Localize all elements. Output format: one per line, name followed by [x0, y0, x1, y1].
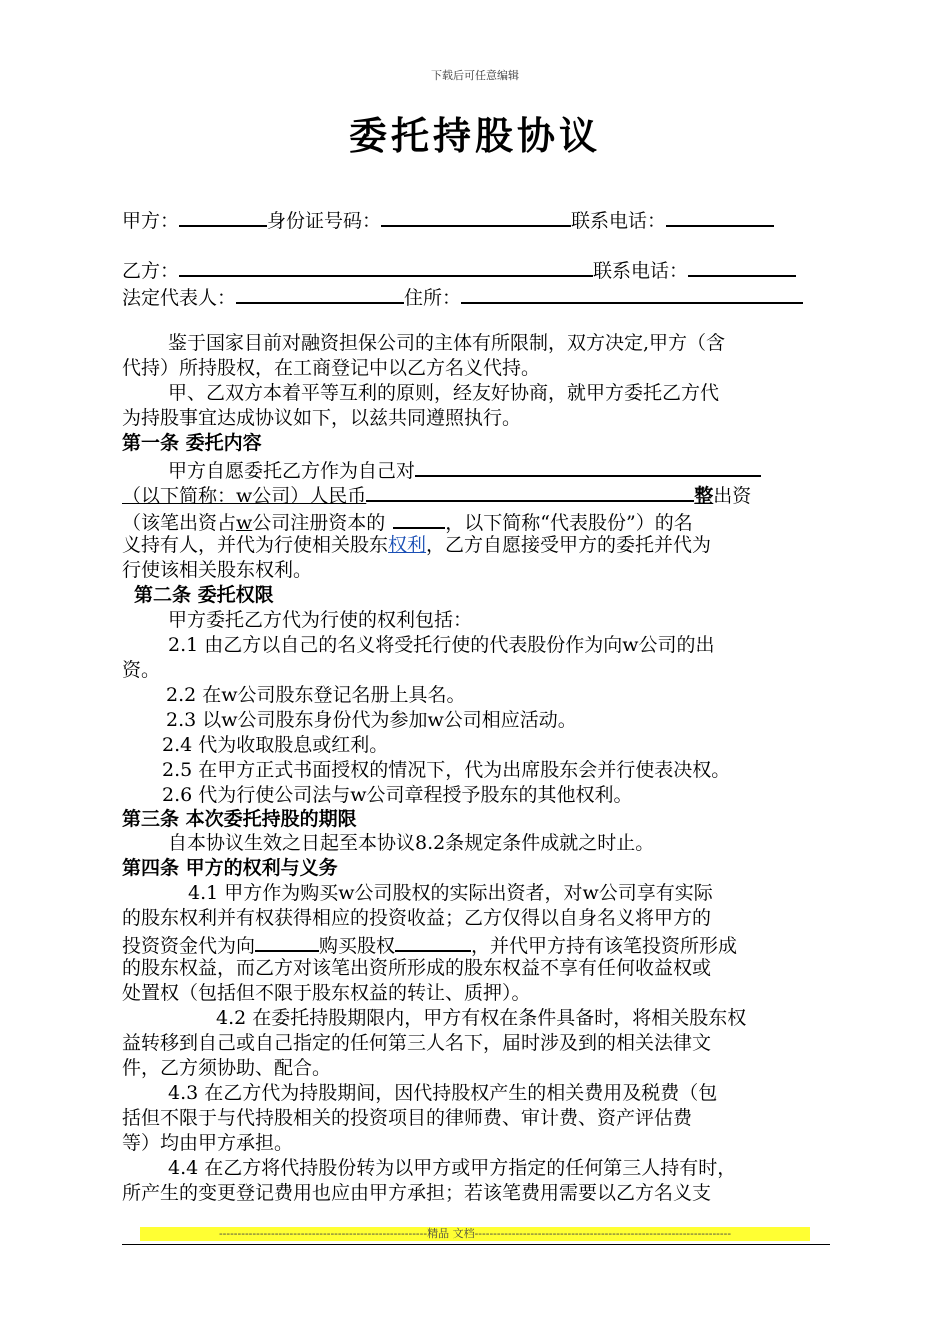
preamble-p2a: 甲、乙双方本着平等互利的原则，经友好协商，就甲方委托乙方代 — [168, 382, 720, 404]
party-a-line — [122, 205, 774, 234]
footer-bar: --------------------------------------------------------精品 文档--------------------------------------------------------------------- — [140, 1227, 810, 1241]
art1-text-3c: ，以下简称“代表股份”）的名 — [445, 512, 693, 534]
art1-line-2 — [122, 480, 751, 509]
art1-text-4b: ，乙方自愿接受甲方的委托并代为 — [426, 534, 712, 556]
rights-link[interactable]: 权利 — [388, 534, 427, 556]
art4-p1c-1: 投资资金代为向 — [122, 935, 256, 957]
id-label: 身份证号码： — [267, 210, 382, 232]
art4-p1d: 的股东权益，而乙方对该笔出资所形成的股东权益不享有任何收益权或 — [122, 957, 712, 979]
art2-item-2: 2.2 在w公司股东登记名册上具名。 — [166, 684, 466, 706]
art1-line-4 — [122, 532, 711, 558]
art2-intro: 甲方委托乙方代为行使的权利包括： — [168, 609, 473, 631]
phone-blank-2 — [688, 255, 796, 277]
preamble-p1a: 鉴于国家目前对融资担保公司的主体有所限制，双方决定,甲方（含 — [168, 332, 726, 354]
footer-rule — [122, 1244, 830, 1245]
art1-text-3b: 公司注册资本的 — [252, 512, 386, 534]
art4-p4b: 所产生的变更登记费用也应由甲方承担；若该笔费用需要以乙方名义支 — [122, 1182, 712, 1204]
address-label: 住所： — [404, 287, 462, 309]
art4-p1e: 处置权（包括但不限于股东权益的转让、质押）。 — [122, 982, 531, 1004]
target-blank — [255, 930, 319, 952]
art4-p2c: 件，乙方须协助、配合。 — [122, 1057, 332, 1079]
art4-p1a: 4.1 甲方作为购买w公司股权的实际出资者，对w公司享有实际 — [188, 882, 713, 904]
address-blank — [461, 282, 803, 304]
phone-label: 联系电话： — [571, 210, 667, 232]
article-1-heading: 第一条 委托内容 — [122, 432, 262, 454]
rep-label: 法定代表人： — [122, 287, 237, 309]
art1-text-2b: 整 — [694, 485, 714, 507]
art2-item-3: 2.3 以w公司股东身份代为参加w公司相应活动。 — [166, 709, 577, 731]
preamble-p1b: 代持）所持股权，在工商登记中以乙方名义代持。 — [122, 357, 541, 379]
phone-blank — [666, 205, 774, 227]
art4-p1c-3: ，并代甲方持有该笔投资所形成 — [471, 935, 738, 957]
art1-text-2a: （以下简称：w公司）人民币 — [122, 485, 367, 507]
art1-line-5: 行使该相关股东权利。 — [122, 559, 313, 581]
art4-p3c: 等）均由甲方承担。 — [122, 1132, 294, 1154]
party-b-label: 乙方： — [122, 260, 180, 282]
art4-p1c-2: 购买股权 — [319, 935, 396, 957]
art4-p2a: 4.2 在委托持股期限内，甲方有权在条件具备时，将相关股东权 — [216, 1007, 747, 1029]
party-a-label: 甲方： — [122, 210, 180, 232]
shares-blank — [395, 930, 471, 952]
art1-text-4a: 义持有人，并代为行使相关股东 — [122, 534, 389, 556]
rep-line — [122, 282, 803, 311]
article-2-heading: 第二条 委托权限 — [134, 584, 274, 606]
art4-p2b: 益转移到自己或自己指定的任何第三人名下，届时涉及到的相关法律文 — [122, 1032, 712, 1054]
art1-text-3a: （该笔出资占 — [122, 512, 237, 534]
art2-item-4: 2.4 代为收取股息或红利。 — [162, 734, 389, 756]
art1-text-2c: 出资 — [713, 485, 752, 507]
art2-item-1a: 2.1 由乙方以自己的名义将受托行使的代表股份作为向w公司的出 — [168, 634, 715, 656]
art1-text-3w: w — [236, 512, 253, 534]
art1-text-1: 甲方自愿委托乙方作为自己对 — [168, 460, 416, 482]
document-title: 委托持股协议 — [348, 113, 601, 158]
party-b-line — [122, 255, 796, 284]
phone-label-2: 联系电话： — [593, 260, 689, 282]
art2-item-5: 2.5 在甲方正式书面授权的情况下，代为出席股东会并行使表决权。 — [162, 759, 731, 781]
art4-p1b: 的股东权利并有权获得相应的投资收益；乙方仅得以自身名义将甲方的 — [122, 907, 712, 929]
art2-item-6: 2.6 代为行使公司法与w公司章程授予股东的其他权利。 — [162, 784, 633, 806]
article-4-heading: 第四条 甲方的权利与义务 — [122, 857, 338, 879]
party-a-blank — [179, 205, 267, 227]
amount-blank — [366, 480, 694, 502]
art2-item-1b: 资。 — [122, 659, 161, 681]
party-b-blank — [179, 255, 593, 277]
art3-text: 自本协议生效之日起至本协议8.2条规定条件成就之时止。 — [168, 832, 655, 854]
art4-p3a: 4.3 在乙方代为持股期间，因代持股权产生的相关费用及税费（包 — [168, 1082, 718, 1104]
article-3-heading: 第三条 本次委托持股的期限 — [122, 808, 357, 830]
watermark: 下载后可任意编辑 — [431, 69, 519, 82]
art4-p4a: 4.4 在乙方将代持股份转为以甲方或甲方指定的任何第三人持有时， — [168, 1157, 737, 1179]
preamble-p2b: 为持股事宜达成协议如下，以兹共同遵照执行。 — [122, 407, 522, 429]
percent-blank — [393, 507, 445, 529]
rep-blank — [236, 282, 404, 304]
art4-p3b: 括但不限于与代持股相关的投资项目的律师费、审计费、资产评估费 — [122, 1107, 693, 1129]
company-blank — [415, 455, 761, 477]
id-blank — [381, 205, 571, 227]
